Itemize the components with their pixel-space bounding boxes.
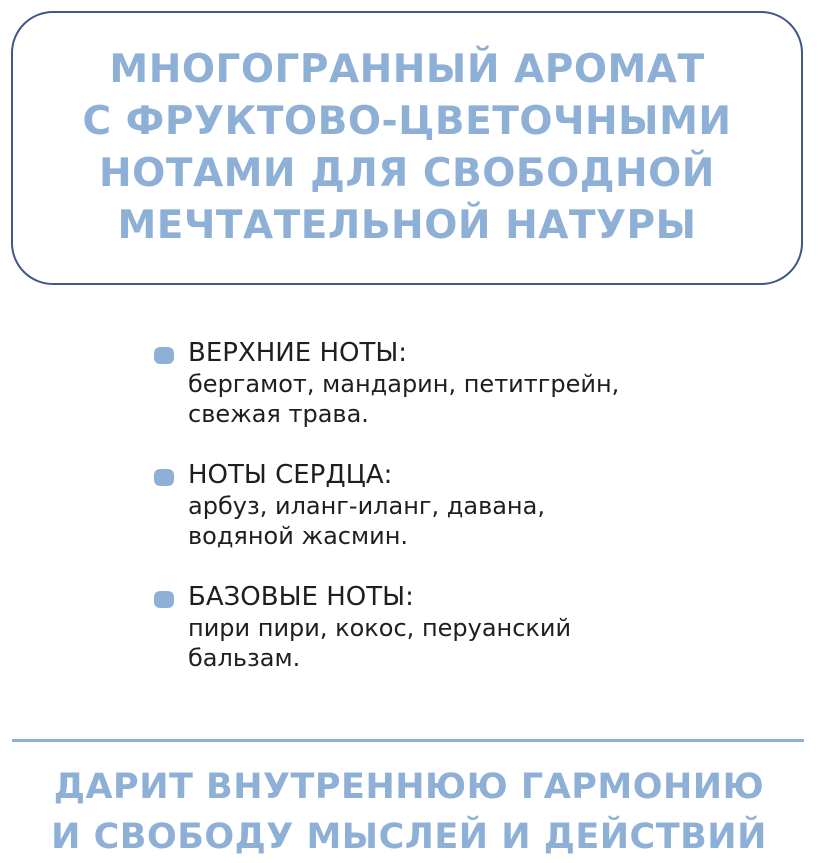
footer-line: И СВОБОДУ МЫСЛЕЙ И ДЕЙСТВИЙ <box>51 817 767 857</box>
headline-box <box>11 11 803 285</box>
bullet-icon <box>154 347 174 364</box>
note-text: бергамот, мандарин, петитгрейн, <box>188 370 620 398</box>
footer-line: ДАРИТ ВНУТРЕННЮЮ ГАРМОНИЮ <box>53 767 765 807</box>
note-base <box>152 581 752 673</box>
note-title: НОТЫ СЕРДЦА: <box>188 460 393 490</box>
note-title: БАЗОВЫЕ НОТЫ: <box>188 582 414 612</box>
note-text: пири пири, кокос, перуанский <box>188 614 572 642</box>
headline-line: МЕЧТАТЕЛЬНОЙ НАТУРЫ <box>117 203 697 248</box>
bullet-icon <box>154 591 174 608</box>
note-top <box>152 337 752 429</box>
divider <box>12 739 804 742</box>
bullet-icon <box>154 469 174 486</box>
note-title: ВЕРХНИЕ НОТЫ: <box>188 338 408 368</box>
note-text: свежая трава. <box>188 400 369 428</box>
note-text: арбуз, иланг-иланг, давана, <box>188 492 545 520</box>
headline-line: С ФРУКТОВО-ЦВЕТОЧНЫМИ <box>82 99 732 144</box>
headline-line: НОТАМИ ДЛЯ СВОБОДНОЙ <box>99 151 715 196</box>
note-heart <box>152 459 752 551</box>
note-text: бальзам. <box>188 644 301 672</box>
note-text: водяной жасмин. <box>188 522 409 550</box>
headline-line: МНОГОГРАННЫЙ АРОМАТ <box>109 47 705 92</box>
fragrance-notes-list <box>152 337 752 703</box>
footer-tagline <box>0 762 818 862</box>
